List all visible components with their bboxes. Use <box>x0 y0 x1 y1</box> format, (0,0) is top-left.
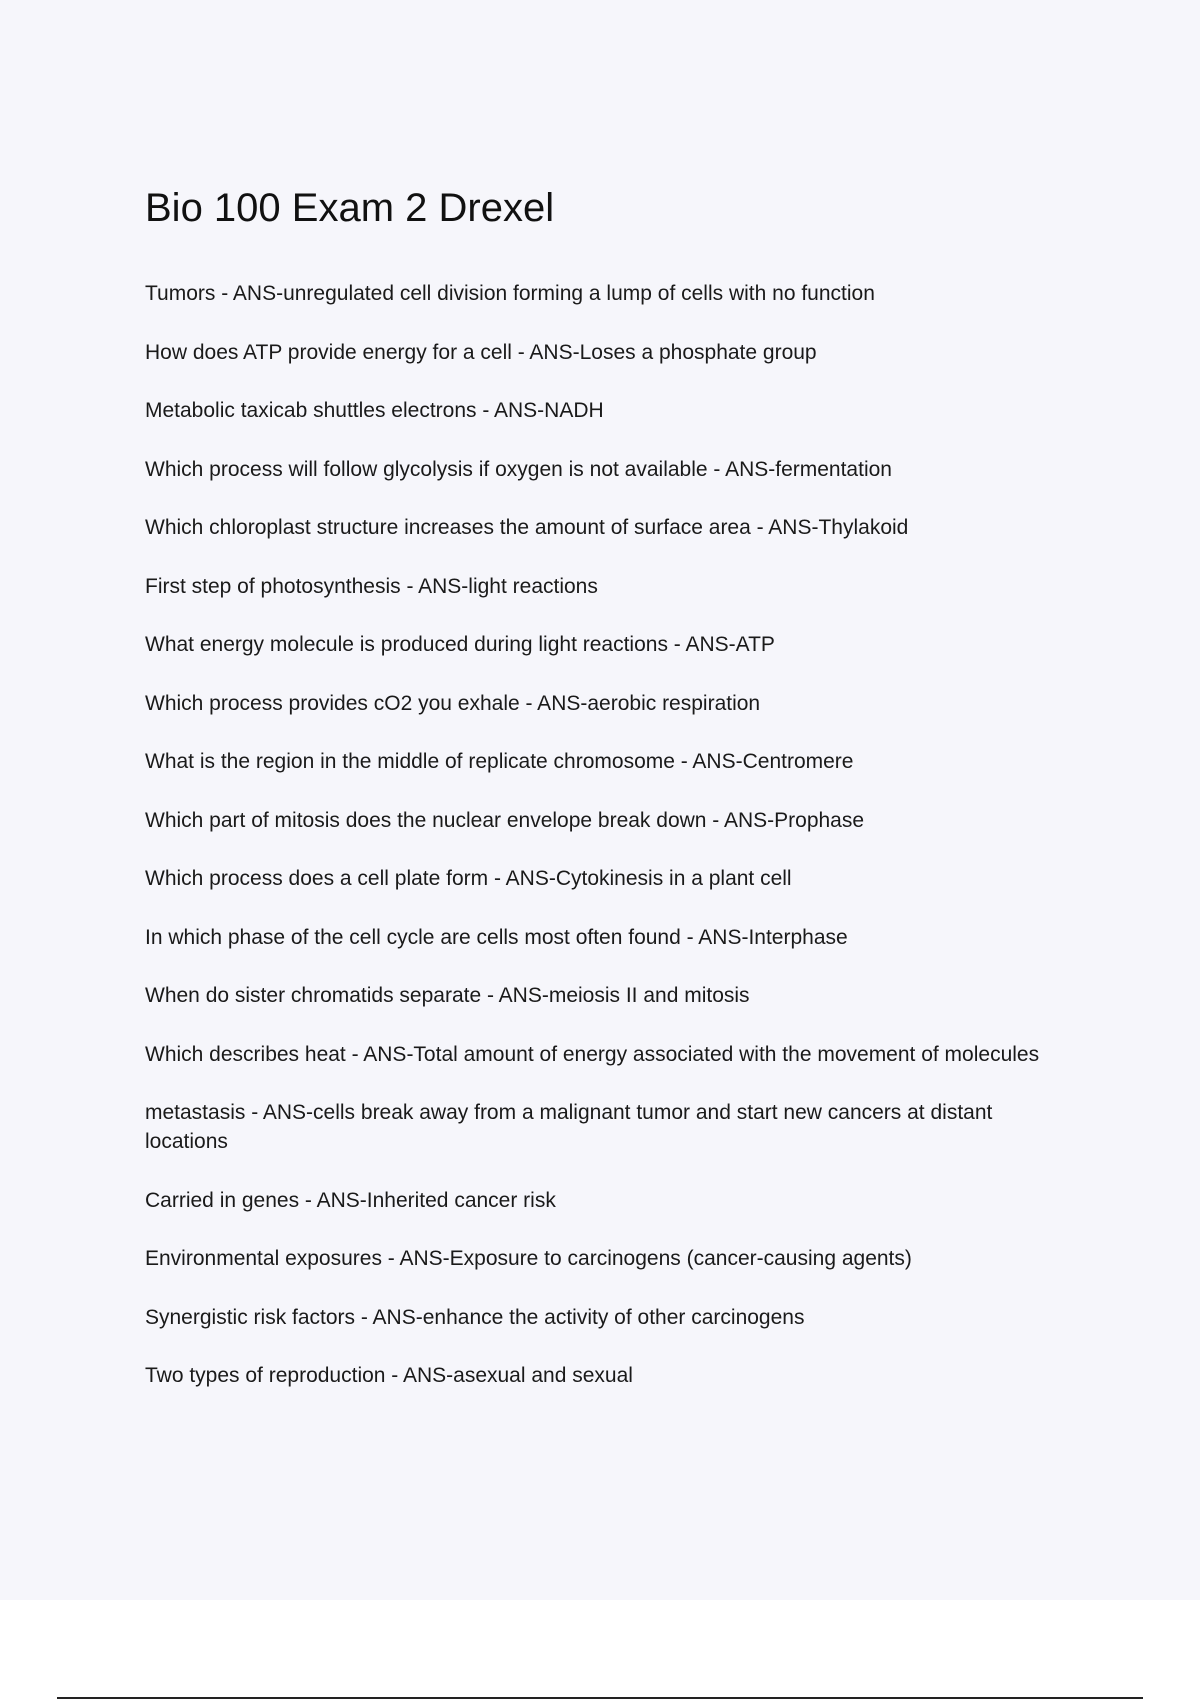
list-item: Environmental exposures - ANS-Exposure to carcinogens (cancer-causing agents) <box>145 1247 912 1270</box>
list-item: In which phase of the cell cycle are cells most often found - ANS-Interphase <box>145 925 848 949</box>
list-item: What energy molecule is produced during light reactions - ANS-ATP <box>145 633 775 656</box>
list-item: Which describes heat - ANS-Total amount of energy associated with the movement of molecules <box>145 1042 1040 1066</box>
question-answer-list <box>145 279 1065 1420</box>
list-item: Which chloroplast structure increases the amount of surface area - ANS-Thylakoid <box>145 516 909 539</box>
list-item: Which process will follow glycolysis if oxygen is not available - ANS-fermentation <box>145 457 892 481</box>
footer-divider <box>57 1697 1143 1699</box>
list-item: Synergistic risk factors - ANS-enhance the activity of other carcinogens <box>145 1305 805 1329</box>
list-item: What is the region in the middle of replicate chromosome - ANS-Centromere <box>145 750 854 773</box>
page-title: Bio 100 Exam 2 Drexel <box>145 186 555 230</box>
list-item: Two types of reproduction - ANS-asexual and sexual <box>145 1364 633 1387</box>
list-item: First step of photosynthesis - ANS-light reactions <box>145 574 598 598</box>
list-item: Which process provides cO2 you exhale - ANS-aerobic respiration <box>145 691 761 715</box>
list-item: Carried in genes - ANS-Inherited cancer risk <box>145 1188 556 1212</box>
list-item: metastasis - ANS-cells break away from a malignant tumor and start new cancers at distant locations <box>145 1101 993 1153</box>
list-item: How does ATP provide energy for a cell - ANS-Loses a phosphate group <box>145 340 817 364</box>
list-item: Which process does a cell plate form - ANS-Cytokinesis in a plant cell <box>145 867 792 890</box>
list-item: When do sister chromatids separate - ANS-meiosis II and mitosis <box>145 984 750 1007</box>
list-item: Metabolic taxicab shuttles electrons - ANS-NADH <box>145 399 604 422</box>
list-item: Tumors - ANS-unregulated cell division forming a lump of cells with no function <box>145 282 875 305</box>
list-item: Which part of mitosis does the nuclear envelope break down - ANS-Prophase <box>145 808 865 832</box>
